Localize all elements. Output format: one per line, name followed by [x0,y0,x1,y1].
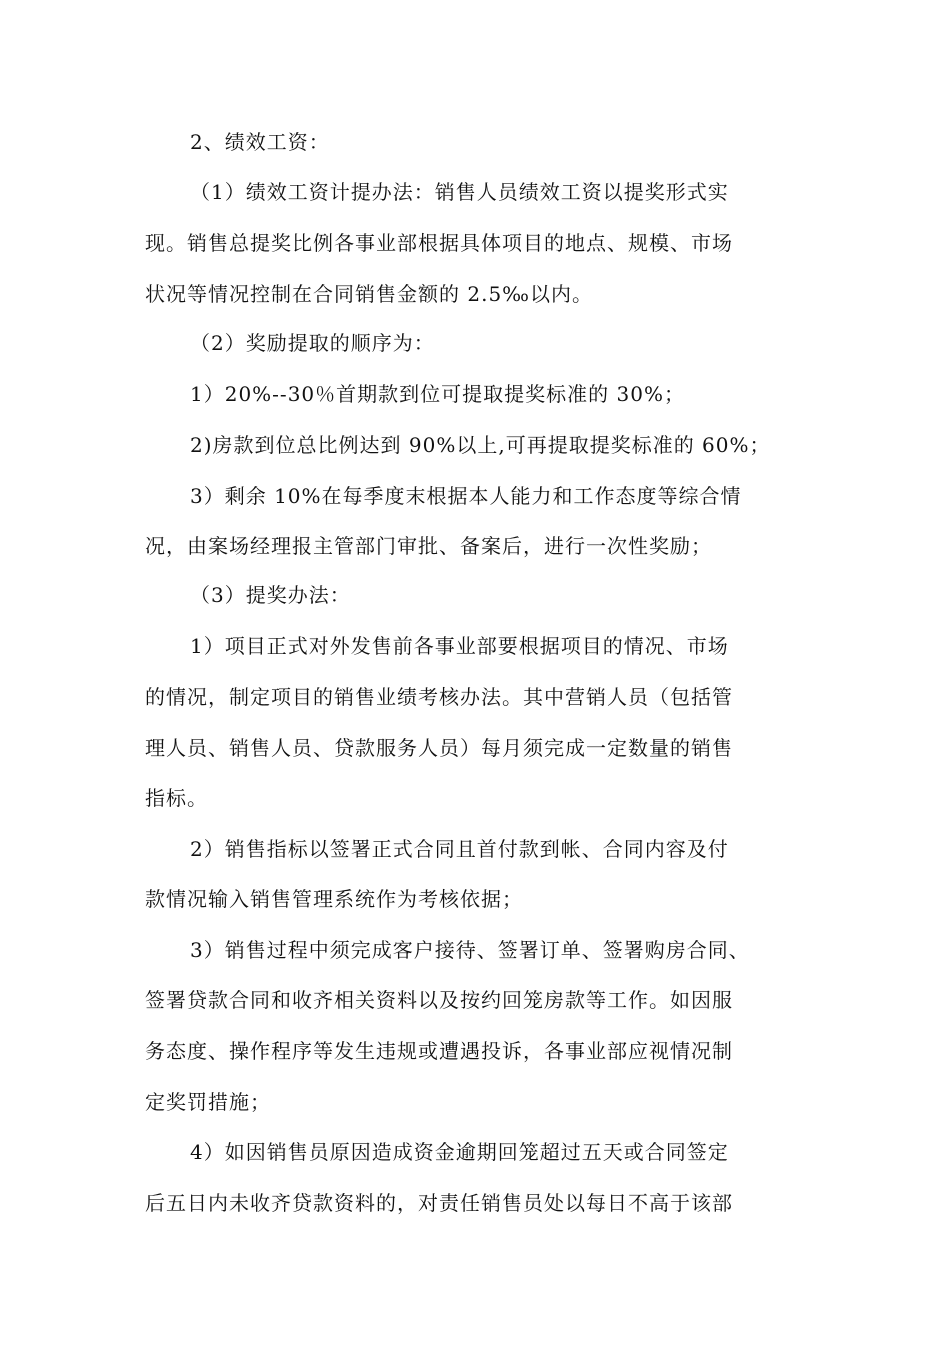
list-item: 4）如因销售员原因造成资金逾期回笼超过五天或合同签定 [190,1140,729,1164]
list-item: 2）销售指标以签署正式合同且首付款到帐、合同内容及付 [190,837,729,861]
paragraph-line: 定奖罚措施； [145,1090,271,1114]
subsection-heading: （3）提奖办法： [190,583,351,607]
list-item: 3）剩余 10%在每季度末根据本人能力和工作态度等综合情 [190,484,742,508]
paragraph-line: 现。销售总提奖比例各事业部根据具体项目的地点、规模、市场 [145,231,733,255]
list-item: 1）项目正式对外发售前各事业部要根据项目的情况、市场 [190,634,729,658]
paragraph-line: 理人员、销售人员、贷款服务人员）每月须完成一定数量的销售 [145,736,733,760]
paragraph-line: 指标。 [145,786,208,810]
section-heading: 2、绩效工资： [190,130,330,154]
paragraph-line: 签署贷款合同和收齐相关资料以及按约回笼房款等工作。如因服 [145,988,733,1012]
paragraph-line: 务态度、操作程序等发生违规或遭遇投诉，各事业部应视情况制 [145,1039,733,1063]
paragraph-line: 况，由案场经理报主管部门审批、备案后，进行一次性奖励； [145,534,712,558]
list-item: 2)房款到位总比例达到 90%以上,可再提取提奖标准的 60%； [190,433,771,457]
list-item: 1）20%--30％首期款到位可提取提奖标准的 30%； [190,382,685,406]
subsection-heading: （2）奖励提取的顺序为： [190,331,435,355]
paragraph-line: 状况等情况控制在合同销售金额的 2.5‰以内。 [145,282,593,306]
paragraph-line: 后五日内未收齐贷款资料的，对责任销售员处以每日不高于该部 [145,1191,733,1215]
paragraph-line: 的情况，制定项目的销售业绩考核办法。其中营销人员（包括管 [145,685,733,709]
paragraph-line: （1）绩效工资计提办法：销售人员绩效工资以提奖形式实 [190,180,729,204]
paragraph-line: 款情况输入销售管理系统作为考核依据； [145,887,523,911]
list-item: 3）销售过程中须完成客户接待、签署订单、签署购房合同、 [190,938,750,962]
